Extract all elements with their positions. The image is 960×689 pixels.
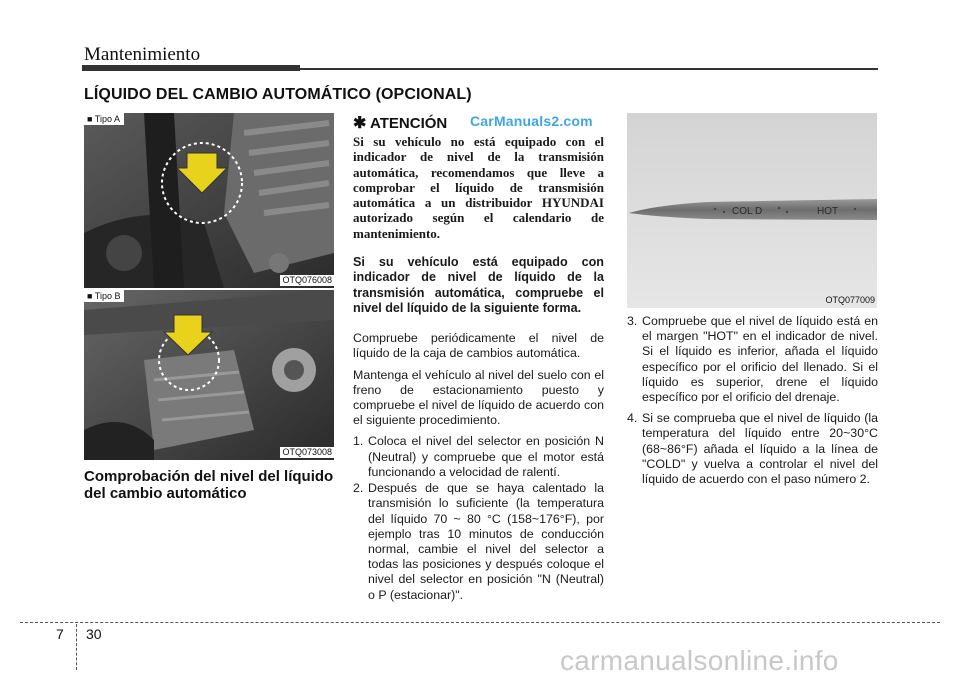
footer-site-watermark: carmanualsonline.info: [560, 645, 839, 676]
step-text: Si se comprueba que el nivel de líquido (la temperatura del líquido entre 20~30°C (68~86°F) añada el líquido a la línea de "COLD" y vuelva a controlar el nivel del líquido de acuerdo con el paso número 2.: [642, 411, 878, 487]
square-bullet-icon: ■: [87, 291, 93, 301]
warning-star-icon: ✱: [353, 115, 367, 132]
dipstick-photo: [627, 113, 877, 308]
dipstick-hot-mark: HOT: [817, 206, 839, 217]
procedure-subheading: Comprobación del nivel del líquido del cambio automático: [84, 468, 334, 502]
header-rule-thick: [82, 65, 300, 71]
type-a-caption: [84, 113, 124, 125]
step-text: Después de que se haya calentado la transmisión lo suficiente (la temperatura del líquido 70 ~ 80 °C (158~176°F), por ejemplo tras 10 minutos de conducción normal, cambie el nivel del selector a todas las posiciones y después coloque el nivel del selector en posición "N (Neutral) o P (estacionar)".: [368, 481, 604, 602]
type-a-code: OTQ076008: [282, 275, 332, 285]
footer-dashed-rule: [20, 622, 940, 623]
type-b-caption: [84, 290, 124, 302]
engine-photo-type-b: [84, 290, 334, 460]
type-b-code: OTQ073008: [282, 447, 332, 457]
step-item: [627, 314, 878, 405]
chapter-title: Mantenimiento: [84, 44, 201, 65]
warning-heading: [353, 113, 447, 133]
step-item: [353, 481, 604, 603]
watermark-carmanuals: CarManuals2.com: [470, 113, 593, 129]
middle-column: [353, 134, 604, 603]
step-number: 4.: [627, 411, 638, 426]
warning-paragraph-1: Si su vehículo no está equipado con el indicador de nivel de la transmisión automática, recomendamos que lleve a comprobar el líquido de transmisión automática a un distribuidor HYUNDAI autorizado según el calendario de mantenimiento.: [353, 134, 604, 241]
header-rule-thin: [300, 68, 878, 70]
step-text: Compruebe que el nivel de líquido está en el margen "HOT" en el indicador de nivel. Si el líquido es inferior, añada el líquido específico por el orificio del llenado. Si el líquido es superior, drene el líquido específico por el orificio del drenaje.: [642, 314, 878, 405]
step-number: 2.: [353, 481, 364, 496]
footer-page-number: 30: [86, 626, 102, 642]
type-a-label: Tipo A: [94, 114, 120, 124]
step-number: 1.: [353, 434, 364, 449]
footer-vertical-rule: [76, 624, 77, 670]
right-column: [627, 314, 878, 487]
square-bullet-icon: ■: [87, 114, 93, 124]
step-item: [627, 411, 878, 487]
body-paragraph-2: Mantenga el vehículo al nivel del suelo con el freno de estacionamiento puesto y compruebe el nivel de líquido de acuerdo con el siguiente procedimiento.: [353, 367, 604, 428]
warning-paragraph-2: Si su vehículo está equipado con indicador de nivel de líquido de la transmisión automática, compruebe el nivel del líquido de la siguiente forma.: [353, 255, 604, 315]
warning-heading-text: ATENCIÓN: [370, 115, 448, 132]
engine-photo-type-a: [84, 113, 334, 288]
step-item: [353, 434, 604, 480]
type-b-label: Tipo B: [94, 291, 121, 301]
steps-list-2: [627, 314, 878, 487]
section-title: LÍQUIDO DEL CAMBIO AUTOMÁTICO (OPCIONAL): [84, 86, 472, 103]
dipstick-code: OTQ077009: [825, 295, 875, 305]
step-number: 3.: [627, 314, 638, 328]
steps-list-1: [353, 434, 604, 602]
dipstick-cold-mark: COL D: [732, 206, 763, 217]
footer-chapter-number: 7: [56, 626, 64, 642]
body-paragraph-1: Compruebe periódicamente el nivel de líquido de la caja de cambios automática.: [353, 331, 604, 361]
step-text: Coloca el nivel del selector en posición N (Neutral) y compruebe que el motor está funcionando a velocidad de ralentí.: [368, 434, 604, 479]
